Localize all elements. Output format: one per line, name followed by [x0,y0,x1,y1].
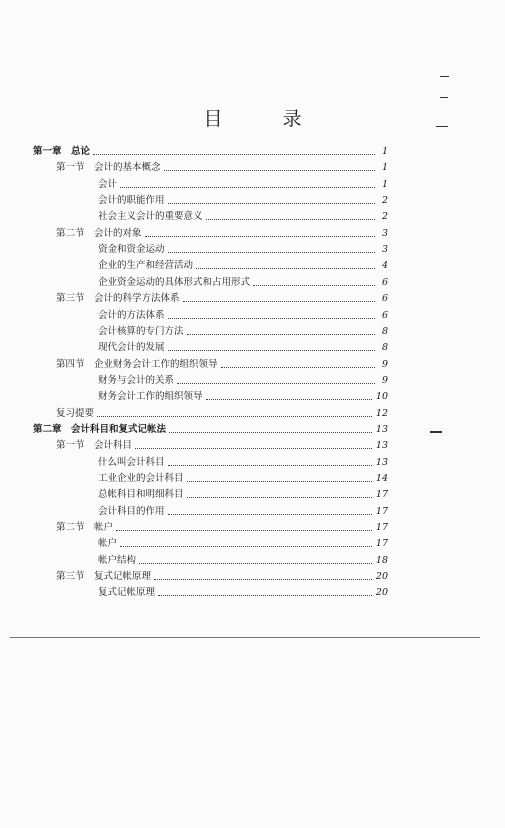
toc-entry-label: 现代会计的发展 [98,342,165,353]
toc-entry-label: 社会主义会计的重要意义 [98,211,203,222]
page-divider [10,637,480,638]
toc-entry-page: 17 [375,538,388,549]
dot-leader [168,514,372,515]
dot-leader [206,219,375,220]
toc-entry-label: 复习提要 [56,408,95,419]
toc-entry-page: 9 [381,375,388,386]
toc-entry[interactable] [98,469,388,485]
toc-entry[interactable] [33,420,388,436]
toc-entry-page: 20 [375,587,388,598]
toc-entry[interactable] [56,567,388,583]
toc-entry[interactable] [56,518,388,534]
toc-entry-page: 6 [381,293,388,304]
toc-entry-label: 第二节 会计的对象 [56,228,142,239]
toc-entry-label: 会计的职能作用 [98,195,165,206]
toc-entry[interactable] [98,322,388,338]
toc-entry[interactable] [56,224,388,240]
title-char-1: 目 [203,108,223,130]
toc-entry-label: 帐户结构 [98,555,137,566]
title-char-2: 录 [282,108,302,130]
toc-entry-label: 第四节 企业财务会计工作的组织领导 [56,359,218,370]
toc-entry-label: 会计核算的专门方法 [98,326,184,337]
toc-entry-page: 17 [375,506,388,517]
toc-entry-label: 第二章 会计科目和复式记帐法 [33,424,167,435]
dot-leader [93,154,375,155]
toc-entry-page: 4 [381,260,388,271]
toc-entry[interactable] [33,142,388,158]
dot-leader [187,497,372,498]
dot-leader [116,530,372,531]
toc-entry-label: 第三节 复式记帐原理 [56,571,152,582]
dot-leader [158,595,372,596]
toc-entry-label: 复式记帐原理 [98,587,156,598]
scan-mark [440,97,448,98]
dot-leader [168,318,375,319]
toc-entry-page: 14 [375,473,388,484]
toc-entry-page: 1 [381,179,388,190]
toc-entry-label: 工业企业的会计科目 [98,473,184,484]
toc-entry-page: 3 [381,228,388,239]
dot-leader [168,465,372,466]
toc-entry-page: 18 [375,555,388,566]
dot-leader [145,236,375,237]
toc-entry-label: 什么叫会计科目 [98,457,165,468]
dot-leader [168,252,375,253]
toc-entry[interactable] [98,387,388,403]
toc-entry[interactable] [98,485,388,501]
toc-entry[interactable] [98,273,388,289]
dot-leader [253,285,375,286]
toc-entry-page: 17 [375,489,388,500]
toc-entry[interactable] [98,583,388,599]
toc-entry-label: 第一节 会计科目 [56,440,133,451]
toc-entry[interactable] [56,404,388,420]
toc-entry-page: 3 [381,244,388,255]
toc-entry[interactable] [98,371,388,387]
toc-entry-label: 第一节 会计的基本概念 [56,162,161,173]
scan-mark [430,431,442,433]
toc-entry[interactable] [98,338,388,354]
scan-mark [436,126,448,127]
toc-entry[interactable] [98,453,388,469]
toc-entry[interactable] [98,534,388,550]
toc-entry-label: 会计科目的作用 [98,506,165,517]
toc-entry[interactable] [56,436,388,452]
toc-entry-page: 13 [375,440,388,451]
toc-entry-page: 2 [381,211,388,222]
dot-leader [187,481,372,482]
toc-entry-page: 13 [375,424,388,435]
toc-entry-page: 10 [375,391,388,402]
toc-entry-label: 财务与会计的关系 [98,375,175,386]
dot-leader [97,416,372,417]
page-title [0,104,505,131]
dot-leader [221,367,375,368]
toc-entry-page: 8 [381,342,388,353]
toc-entry[interactable] [98,256,388,272]
toc-entry-page: 8 [381,326,388,337]
dot-leader [135,448,372,449]
toc-entry[interactable] [56,355,388,371]
toc-entry-label: 企业的生产和经营活动 [98,260,194,271]
toc-entry[interactable] [98,551,388,567]
dot-leader [183,301,375,302]
dot-leader [206,399,372,400]
toc-entry[interactable] [98,207,388,223]
toc-entry-page: 1 [381,162,388,173]
toc-entry-label: 帐户 [98,538,118,549]
dot-leader [169,432,372,433]
dot-leader [168,203,375,204]
dot-leader [168,350,375,351]
dot-leader [177,383,375,384]
toc-entry-label: 会计的方法体系 [98,310,165,321]
dot-leader [187,334,375,335]
toc-entry[interactable] [56,158,388,174]
dot-leader [196,268,375,269]
dot-leader [154,579,372,580]
toc-entry-label: 会计 [98,179,118,190]
toc-entry[interactable] [98,240,388,256]
toc-entry-page: 12 [375,408,388,419]
toc-entry[interactable] [98,502,388,518]
toc-entry-page: 6 [381,277,388,288]
toc-entry[interactable] [98,191,388,207]
dot-leader [139,563,372,564]
toc-entry-page: 1 [381,146,388,157]
toc-entry-page: 6 [381,310,388,321]
toc-entry-label: 财务会计工作的组织领导 [98,391,203,402]
toc-entry-label: 企业资金运动的具体形式和占用形式 [98,277,251,288]
dot-leader [120,546,372,547]
toc-entry-label: 资金和资金运动 [98,244,165,255]
toc-entry-label: 第二节 帐户 [56,522,114,533]
toc-entry-page: 2 [381,195,388,206]
toc-entry-label: 第三节 会计的科学方法体系 [56,293,180,304]
toc-entry-label: 第一章 总论 [33,146,91,157]
dot-leader [120,187,375,188]
toc-entry-page: 13 [375,457,388,468]
dot-leader [164,170,375,171]
toc-entry-page: 17 [375,522,388,533]
toc-entry-page: 20 [375,571,388,582]
toc-entry[interactable] [98,306,388,322]
toc-entry[interactable] [56,289,388,305]
toc-entry[interactable] [98,175,388,191]
scan-mark [440,76,449,77]
toc-entry-page: 9 [381,359,388,370]
toc-entry-label: 总帐科目和明细科目 [98,489,184,500]
